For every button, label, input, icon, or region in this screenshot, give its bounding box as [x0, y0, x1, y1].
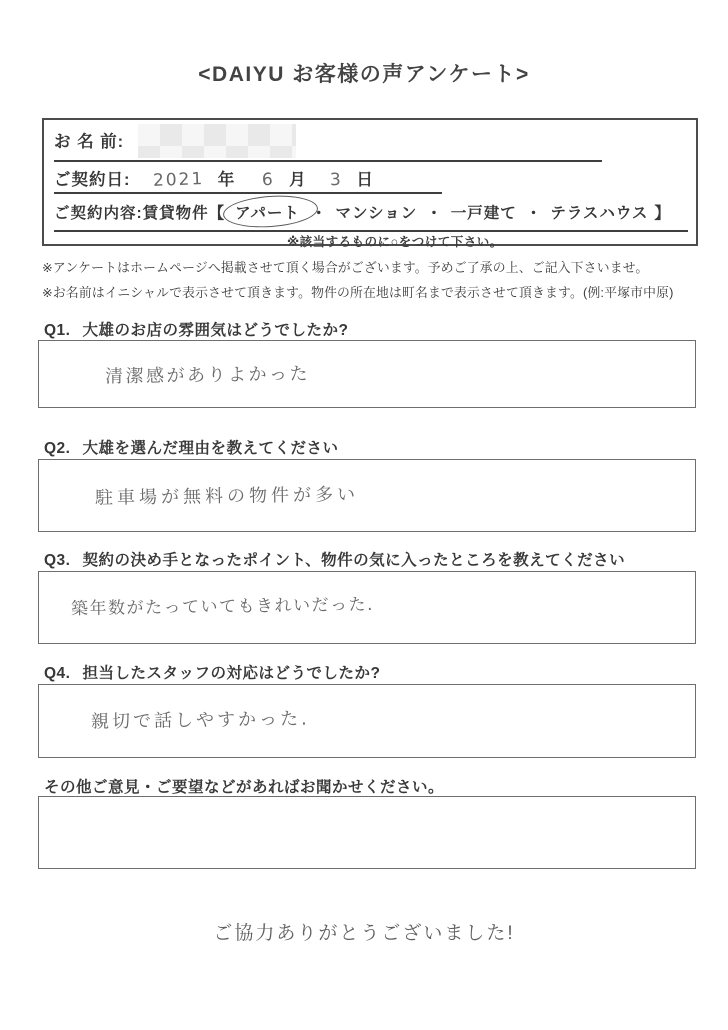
contract-content-row	[54, 200, 688, 232]
note-line-2: ※お名前はイニシャルで表示させて頂きます。物件の所在地は町名まで表示させて頂きます。(例:平塚市中原)	[42, 285, 674, 300]
question-1-answer: 清潔感がありよかった	[104, 363, 311, 388]
option-terrace-house: テラスハウス	[550, 205, 649, 222]
question-1-answer-box	[38, 340, 696, 408]
question-1-label	[44, 318, 348, 340]
question-2-answer: 駐車場が無料の物件が多い	[94, 484, 360, 509]
contract-year-value: 2021	[152, 169, 205, 191]
question-2-number: Q2.	[44, 440, 71, 457]
contract-info-box	[42, 118, 698, 249]
contract-day-value: 3	[329, 169, 343, 191]
contract-content-label: ご契約内容:賃貸物件【	[54, 205, 226, 222]
option-separator: ・	[426, 205, 442, 222]
option-apartment-circled: アパート	[227, 200, 306, 225]
question-4-label	[44, 661, 380, 683]
option-mansion: マンション	[335, 205, 418, 222]
day-unit: 日	[356, 171, 375, 189]
other-comments-box	[38, 796, 696, 869]
thank-you-message: ご協力ありがとうございました!	[213, 923, 515, 944]
bracket-close: 】	[654, 205, 670, 222]
note-line-1: ※アンケートはホームページへ掲載させて頂く場合がございます。予めご了承の上、ご記入下さいませ。	[42, 260, 649, 275]
option-separator: ・	[310, 205, 327, 222]
redacted-name	[138, 124, 296, 158]
contract-date-label: ご契約日:	[54, 171, 131, 189]
question-2-text: 大雄を選んだ理由を教えてください	[82, 440, 339, 457]
other-comments-label: その他ご意見・ご要望などがあればお聞かせください。	[44, 779, 445, 796]
survey-notes	[42, 255, 702, 305]
question-1-number: Q1.	[44, 322, 71, 339]
question-4-answer: 親切で話しやすかった.	[90, 708, 310, 733]
question-4-answer-box	[38, 684, 696, 758]
question-3-answer-box	[38, 571, 696, 644]
name-row	[54, 124, 602, 162]
question-3-number: Q3.	[44, 552, 71, 569]
question-3-text: 契約の決め手となったポイント、物件の気に入ったところを教えてください	[82, 552, 626, 569]
question-3-label	[44, 548, 625, 570]
question-2-answer-box	[38, 459, 696, 532]
question-2-label	[44, 436, 339, 458]
question-4-text: 担当したスタッフの対応はどうでしたか?	[82, 665, 381, 682]
circle-instruction-note: ※該当するものに○をつけて下さい。	[287, 235, 503, 249]
name-label: お 名 前:	[54, 133, 125, 151]
year-unit: 年	[217, 171, 237, 189]
option-house: 一戸建て	[450, 205, 517, 222]
question-1-text: 大雄のお店の雰囲気はどうでしたか?	[82, 322, 349, 339]
option-separator: ・	[525, 205, 542, 222]
page-title: <DAIYU お客様の声アンケート>	[198, 63, 530, 86]
month-unit: 月	[289, 171, 308, 189]
contract-month-value: 6	[261, 169, 276, 191]
contract-date-row	[54, 166, 442, 194]
question-3-answer: 築年数がたっていてもきれいだった.	[70, 594, 375, 620]
question-4-number: Q4.	[44, 665, 71, 682]
